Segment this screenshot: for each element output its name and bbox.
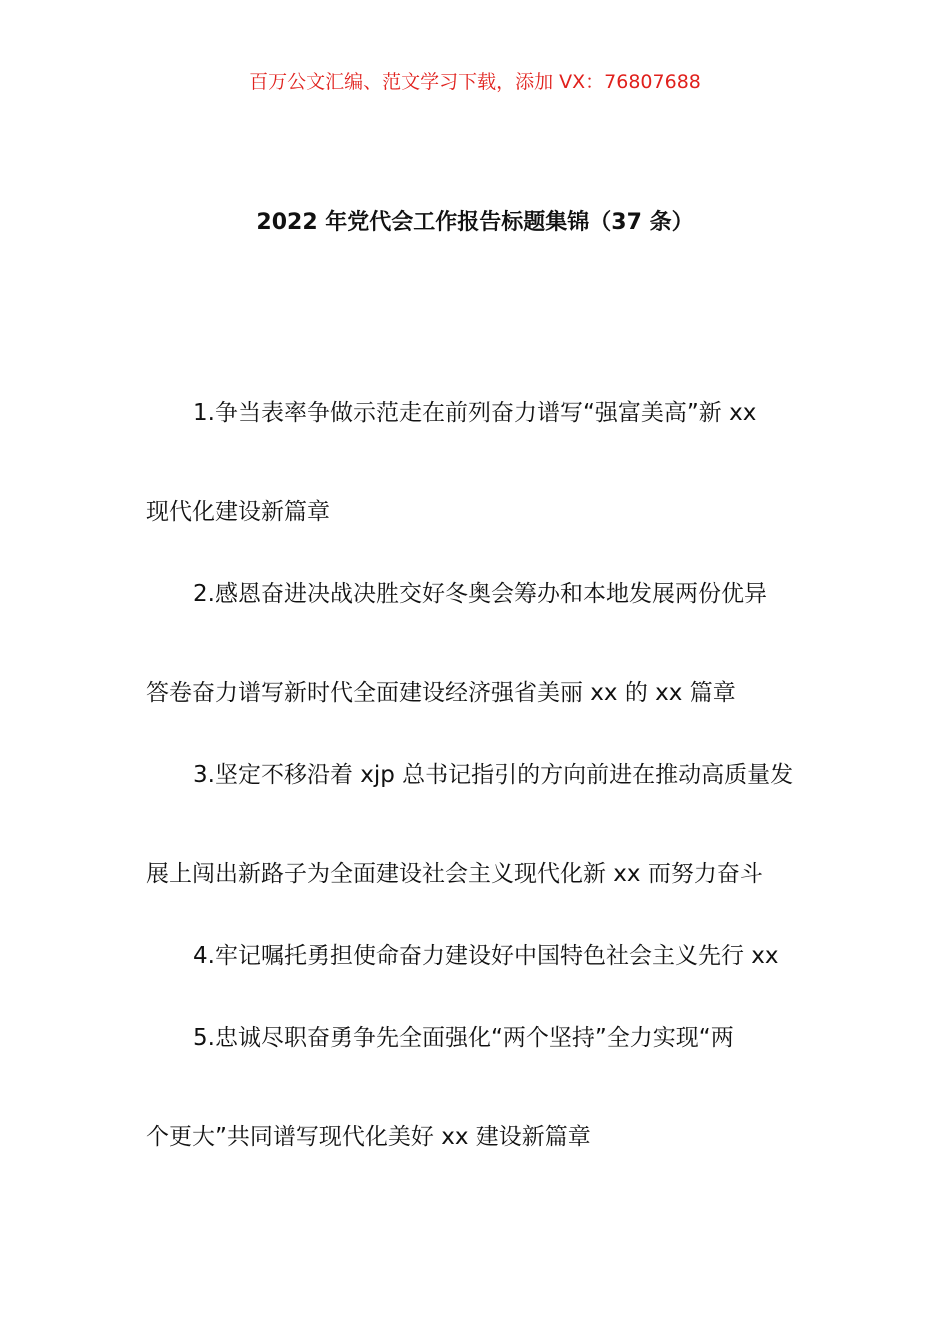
item-3-line-1: 3.坚定不移沿着 xjp 总书记指引的方向前进在推动高质量发 <box>193 762 794 788</box>
item-1-line-1: 1.争当表率争做示范走在前列奋力谱写“强富美高”新 xx <box>193 400 757 426</box>
item-5-line-1: 5.忠诚尽职奋勇争先全面强化“两个坚持”全力实现“两 <box>193 1025 734 1051</box>
item-5-line-2: 个更大”共同谱写现代化美好 xx 建设新篇章 <box>146 1124 591 1150</box>
item-3-line-2: 展上闯出新路子为全面建设社会主义现代化新 xx 而努力奋斗 <box>146 861 763 887</box>
header-watermark-note: 百万公文汇编、范文学习下载，添加 VX：76807688 <box>249 71 701 93</box>
item-2-line-1: 2.感恩奋进决战决胜交好冬奥会筹办和本地发展两份优异 <box>193 581 767 607</box>
item-4-line-1: 4.牢记嘱托勇担使命奋力建设好中国特色社会主义先行 xx <box>193 943 779 969</box>
item-1-line-2: 现代化建设新篇章 <box>146 499 330 525</box>
document-title: 2022 年党代会工作报告标题集锦（37 条） <box>256 210 694 235</box>
item-2-line-2: 答卷奋力谱写新时代全面建设经济强省美丽 xx 的 xx 篇章 <box>146 680 736 706</box>
